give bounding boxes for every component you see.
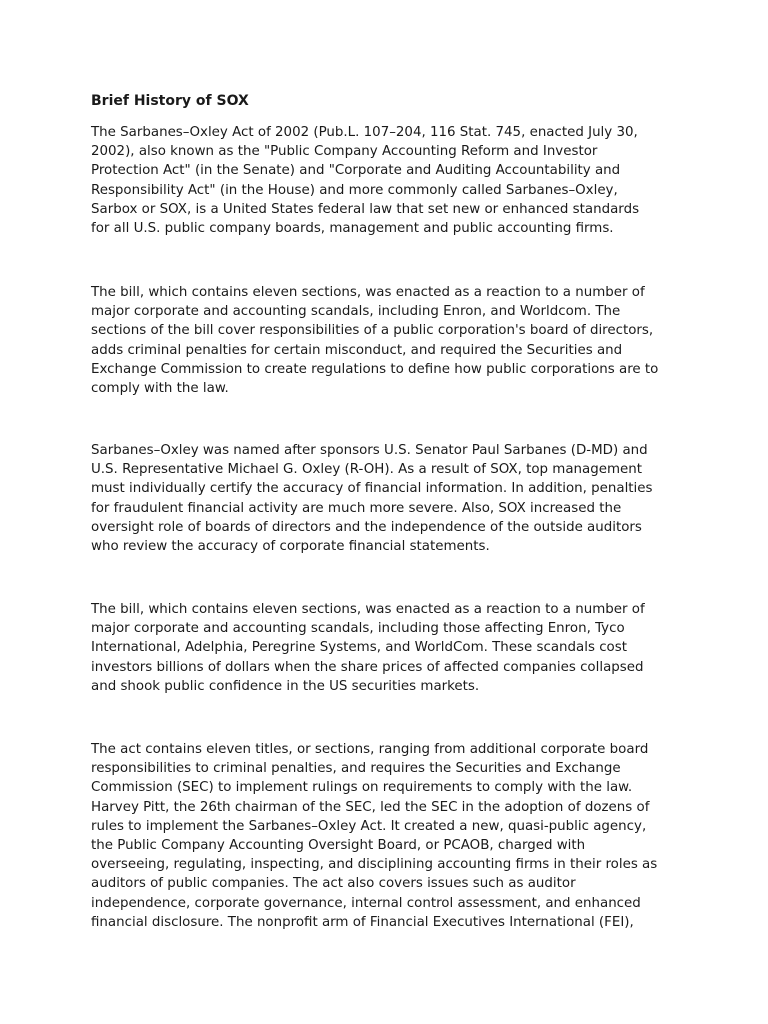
text-line: International, Adelphia, Peregrine Systems, and WorldCom. These scandals cost bbox=[91, 640, 627, 656]
text-line: The bill, which contains eleven sections, was enacted as a reaction to a number of bbox=[91, 285, 645, 300]
text-line: must individually certify the accuracy of financial information. In addition, penalties bbox=[91, 481, 653, 497]
text-line: financial disclosure. The nonprofit arm of Financial Executives International (FEI), bbox=[91, 914, 634, 930]
text-line: Commission (SEC) to implement rulings on requirements to comply with the law. bbox=[91, 780, 633, 796]
text-line: The act contains eleven titles, or sections, ranging from additional corporate board bbox=[91, 742, 649, 757]
paragraph-4 bbox=[91, 600, 691, 696]
text-line: who review the accuracy of corporate financial statements. bbox=[91, 539, 490, 555]
paragraph-2 bbox=[91, 283, 691, 398]
text-line: sections of the bill cover responsibilities of a public corporation's board of directors, bbox=[91, 323, 654, 339]
text-line: overseeing, regulating, inspecting, and disciplining accounting firms in their roles as bbox=[91, 857, 658, 873]
text-line: Harvey Pitt, the 26th chairman of the SEC, led the SEC in the adoption of dozens of bbox=[91, 799, 650, 815]
text-line: Sarbox or SOX, is a United States federal law that set new or enhanced standards bbox=[91, 201, 640, 217]
text-line: The Sarbanes–Oxley Act of 2002 (Pub.L. 107–204, 116 Stat. 745, enacted July 30, bbox=[91, 125, 638, 140]
text-line: rules to implement the Sarbanes–Oxley Act. It created a new, quasi-public agency, bbox=[91, 818, 647, 834]
text-line: for all U.S. public company boards, management and public accounting firms. bbox=[91, 221, 614, 237]
text-line: investors billions of dollars when the share prices of affected companies collapsed bbox=[91, 659, 644, 675]
text-line: adds criminal penalties for certain misconduct, and required the Securities and bbox=[91, 342, 623, 358]
text-line: The bill, which contains eleven sections, was enacted as a reaction to a number of bbox=[91, 602, 645, 617]
text-line: independence, corporate governance, internal control assessment, and enhanced bbox=[91, 895, 641, 911]
paragraph-5 bbox=[91, 740, 691, 932]
text-line: Sarbanes–Oxley was named after sponsors U.S. Senator Paul Sarbanes (D-MD) and bbox=[91, 443, 648, 458]
text-line: the Public Company Accounting Oversight Board, or PCAOB, charged with bbox=[91, 838, 586, 854]
text-line: responsibilities to criminal penalties, and requires the Securities and Exchange bbox=[91, 761, 621, 777]
text-line: 2002), also known as the "Public Company Accounting Reform and Investor bbox=[91, 144, 598, 160]
text-line: Exchange Commission to create regulations to define how public corporations are to bbox=[91, 361, 659, 377]
text-line: comply with the law. bbox=[91, 381, 229, 397]
text-line: Responsibility Act" (in the House) and more commonly called Sarbanes–Oxley, bbox=[91, 182, 618, 198]
text-line: Protection Act" (in the Senate) and "Corporate and Auditing Accountability and bbox=[91, 163, 621, 179]
paragraph-1 bbox=[91, 123, 691, 238]
text-line: and shook public confidence in the US securities markets. bbox=[91, 678, 480, 694]
paragraph-3 bbox=[91, 441, 691, 556]
document-title: Brief History of SOX bbox=[91, 93, 249, 109]
text-line: for fraudulent financial activity are much more severe. Also, SOX increased the bbox=[91, 500, 622, 516]
text-line: major corporate and accounting scandals, including Enron, and Worldcom. The bbox=[91, 304, 621, 320]
text-line: U.S. Representative Michael G. Oxley (R-OH). As a result of SOX, top management bbox=[91, 462, 643, 478]
text-line: oversight role of boards of directors and the independence of the outside auditors bbox=[91, 519, 642, 535]
text-line: auditors of public companies. The act also covers issues such as auditor bbox=[91, 876, 576, 892]
text-line: major corporate and accounting scandals, including those affecting Enron, Tyco bbox=[91, 621, 625, 637]
